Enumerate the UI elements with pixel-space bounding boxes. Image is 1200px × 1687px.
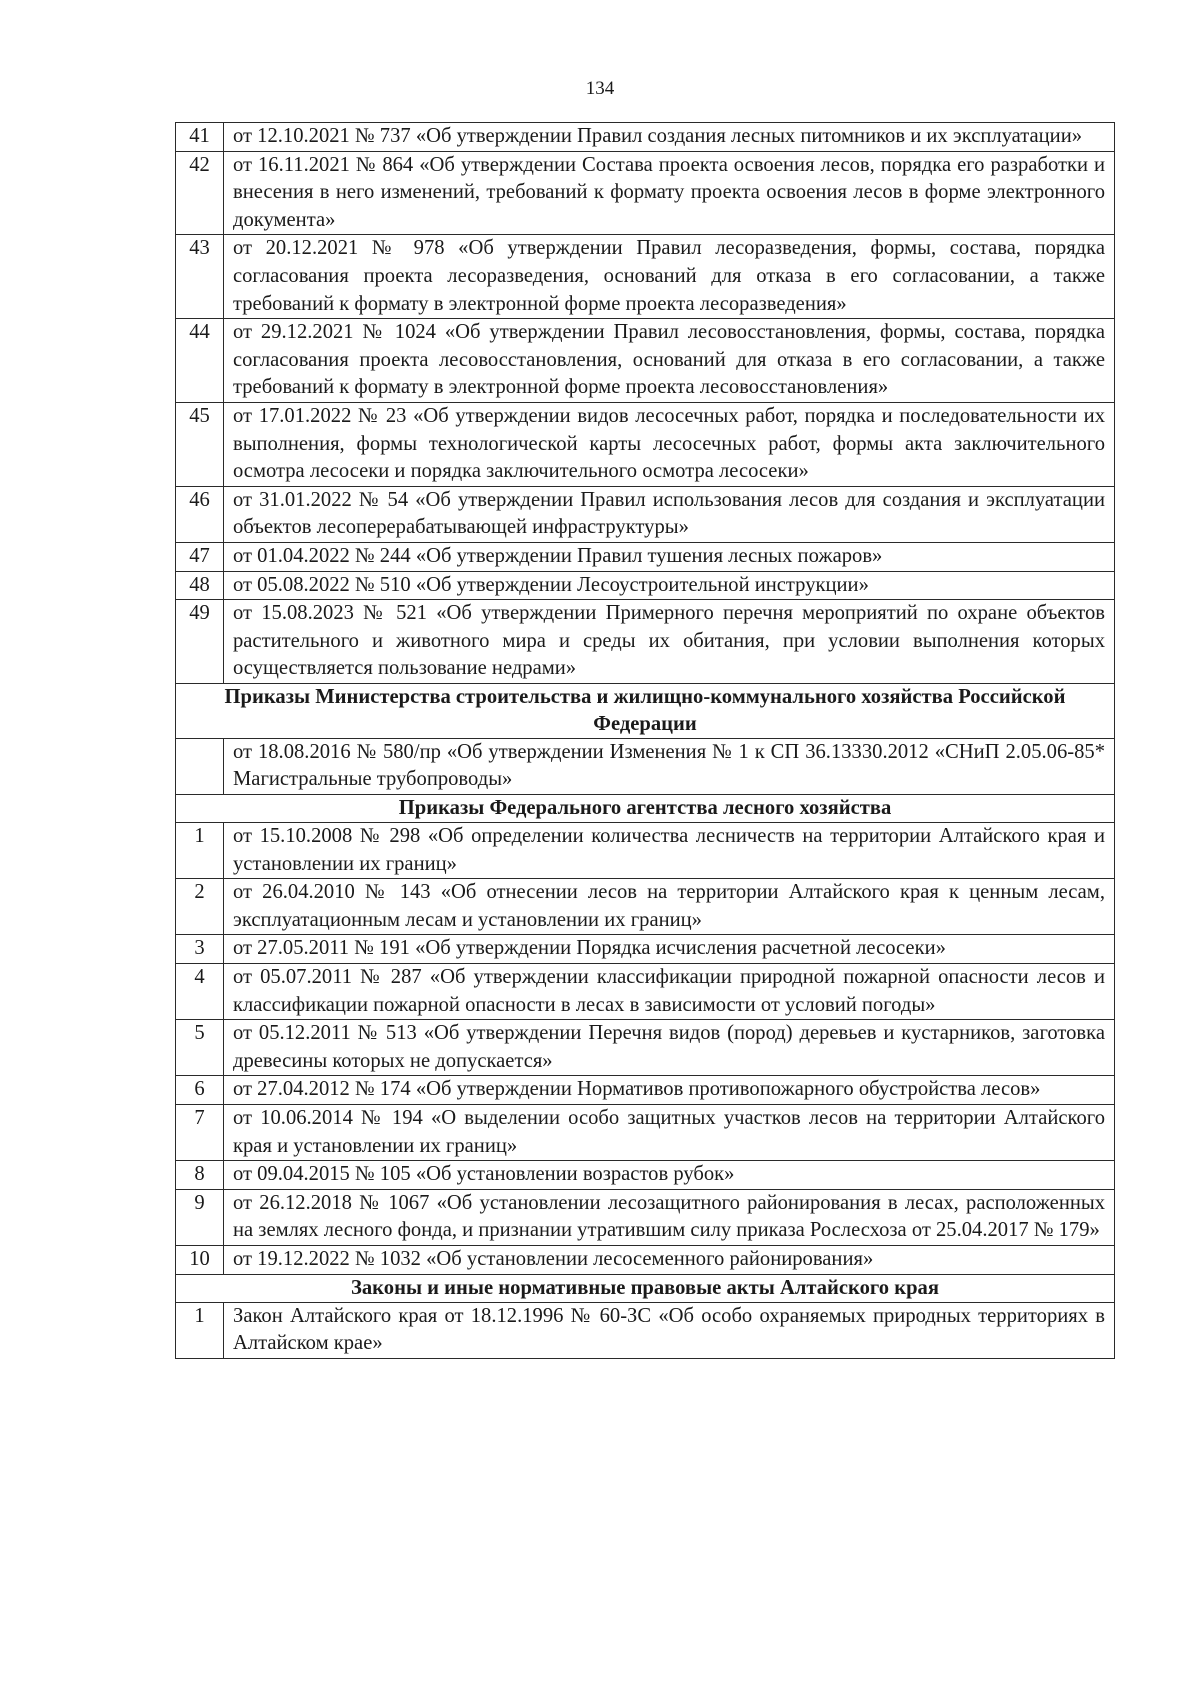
row-number: 9 [176, 1189, 224, 1245]
row-number: 1 [176, 823, 224, 879]
row-number: 49 [176, 600, 224, 684]
row-number: 46 [176, 486, 224, 542]
document-reference: от 12.10.2021 № 737 «Об утверждении Правил создания лесных питомников и их эксплуатации» [224, 123, 1115, 152]
document-reference: от 15.08.2023 № 521 «Об утверждении Примерного перечня мероприятий по охране объектов растительного и животного мира и среды их обитания, при условии выполнения которых осуществляется пользование недрами» [224, 600, 1115, 684]
row-number: 5 [176, 1020, 224, 1076]
section-heading: Приказы Министерства строительства и жилищно-коммунального хозяйства Российской Федерации [176, 683, 1115, 738]
table-row [176, 123, 1115, 152]
document-reference: Закон Алтайского края от 18.12.1996 № 60-ЗС «Об особо охраняемых природных территориях в Алтайском крае» [224, 1302, 1115, 1358]
document-reference: от 27.04.2012 № 174 «Об утверждении Нормативов противопожарного обустройства лесов» [224, 1076, 1115, 1105]
table-row [176, 1076, 1115, 1105]
table-row [176, 1189, 1115, 1245]
document-reference: от 09.04.2015 № 105 «Об установлении возрастов рубок» [224, 1161, 1115, 1190]
document-reference: от 17.01.2022 № 23 «Об утверждении видов лесосечных работ, порядка и последовательности их выполнения, формы технологической карты лесосечных работ, формы акта заключительного осмотра лесосеки и порядка заключительного осмотра лесосеки» [224, 402, 1115, 486]
document-reference: от 27.05.2011 № 191 «Об утверждении Порядка исчисления расчетной лесосеки» [224, 935, 1115, 964]
document-reference: от 05.08.2022 № 510 «Об утверждении Лесоустроительной инструкции» [224, 571, 1115, 600]
row-number: 10 [176, 1245, 224, 1274]
document-reference: от 20.12.2021 № 978 «Об утверждении Правил лесоразведения, формы, состава, порядка согласования проекта лесоразведения, оснований для отказа в его согласовании, а также требований к формату в электронной форме проекта лесоразведения» [224, 235, 1115, 319]
document-reference: от 26.12.2018 № 1067 «Об установлении лесозащитного районирования в лесах, расположенных на землях лесного фонда, и признании утратившим силу приказа Рослесхоза от 25.04.2017 № 179» [224, 1189, 1115, 1245]
row-number: 43 [176, 235, 224, 319]
table-row [176, 1245, 1115, 1274]
document-reference: от 10.06.2014 № 194 «О выделении особо защитных участков лесов на территории Алтайского края и установлении их границ» [224, 1105, 1115, 1161]
section-heading-row [176, 683, 1115, 738]
table-row [176, 319, 1115, 403]
document-reference: от 29.12.2021 № 1024 «Об утверждении Правил лесовосстановления, формы, состава, порядка согласования проекта лесовосстановления, оснований для отказа в его согласовании, а также требований к формату в электронной форме проекта лесовосстановления» [224, 319, 1115, 403]
row-number: 1 [176, 1302, 224, 1358]
document-reference: от 15.10.2008 № 298 «Об определении количества лесничеств на территории Алтайского края и установлении их границ» [224, 823, 1115, 879]
row-number: 45 [176, 402, 224, 486]
row-number: 3 [176, 935, 224, 964]
regulations-table [175, 122, 1115, 1359]
document-reference: от 16.11.2021 № 864 «Об утверждении Состава проекта освоения лесов, порядка его разработки и внесения в него изменений, требований к формату проекта освоения лесов в форме электронного документа» [224, 151, 1115, 235]
table-row [176, 235, 1115, 319]
row-number: 48 [176, 571, 224, 600]
page-number: 134 [585, 78, 615, 99]
table-row [176, 542, 1115, 571]
row-number: 8 [176, 1161, 224, 1190]
row-number: 7 [176, 1105, 224, 1161]
section-heading-row [176, 795, 1115, 823]
document-reference: от 05.12.2011 № 513 «Об утверждении Перечня видов (пород) деревьев и кустарников, заготовка древесины которых не допускается» [224, 1020, 1115, 1076]
document-reference: от 19.12.2022 № 1032 «Об установлении лесосеменного районирования» [224, 1245, 1115, 1274]
section-heading: Законы и иные нормативные правовые акты Алтайского края [176, 1274, 1115, 1302]
table-row [176, 935, 1115, 964]
table-row [176, 1161, 1115, 1190]
table-row [176, 1105, 1115, 1161]
row-number: 47 [176, 542, 224, 571]
row-number [176, 738, 224, 794]
document-reference: от 01.04.2022 № 244 «Об утверждении Правил тушения лесных пожаров» [224, 542, 1115, 571]
section-heading-row [176, 1274, 1115, 1302]
table-row [176, 571, 1115, 600]
row-number: 2 [176, 879, 224, 935]
document-reference: от 26.04.2010 № 143 «Об отнесении лесов на территории Алтайского края к ценным лесам, эксплуатационным лесам и установлении их границ» [224, 879, 1115, 935]
document-reference: от 05.07.2011 № 287 «Об утверждении классификации природной пожарной опасности лесов и классификации пожарной опасности в лесах в зависимости от условий погоды» [224, 964, 1115, 1020]
table-row [176, 1302, 1115, 1358]
row-number: 4 [176, 964, 224, 1020]
table-row [176, 600, 1115, 684]
table-row [176, 879, 1115, 935]
row-number: 44 [176, 319, 224, 403]
table-row [176, 151, 1115, 235]
row-number: 6 [176, 1076, 224, 1105]
regulations-table-body [176, 123, 1115, 1359]
table-row [176, 964, 1115, 1020]
row-number: 42 [176, 151, 224, 235]
document-reference: от 31.01.2022 № 54 «Об утверждении Правил использования лесов для создания и эксплуатации объектов лесоперерабатывающей инфраструктуры» [224, 486, 1115, 542]
row-number: 41 [176, 123, 224, 152]
section-heading: Приказы Федерального агентства лесного хозяйства [176, 795, 1115, 823]
document-reference: от 18.08.2016 № 580/пр «Об утверждении Изменения № 1 к СП 36.13330.2012 «СНиП 2.05.06-85* Магистральные трубопроводы» [224, 738, 1115, 794]
table-row [176, 402, 1115, 486]
table-row [176, 486, 1115, 542]
table-row [176, 738, 1115, 794]
table-row [176, 1020, 1115, 1076]
table-row [176, 823, 1115, 879]
